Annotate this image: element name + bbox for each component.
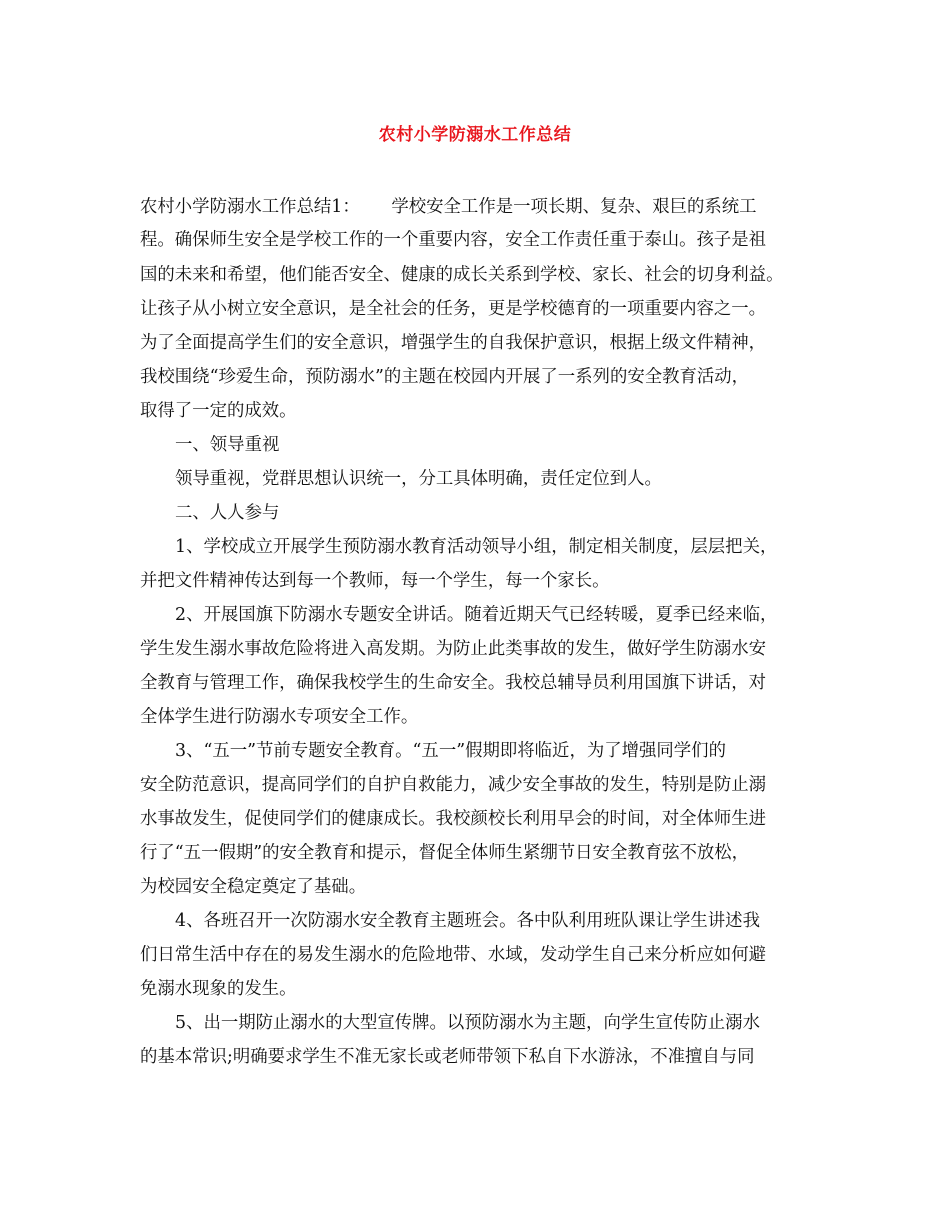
section-heading: 一、领导重视	[175, 435, 280, 455]
paragraph-line: 安全防范意识，提高同学们的自护自救能力，减少安全事故的发生，特别是防止溺	[140, 775, 767, 795]
section-heading: 二、人人参与	[175, 503, 280, 523]
paragraph-line: 们日常生活中存在的易发生溺水的危险地带、水域，发动学生自己来分析应如何避	[140, 945, 767, 965]
paragraph-line: 全体学生进行防溺水专项安全工作。	[140, 707, 419, 727]
paragraph-line: 行了“五一假期”的安全教育和提示，督促全体师生紧绷节日安全教育弦不放松，	[140, 843, 750, 863]
paragraph-line: 2、开展国旗下防溺水专题安全讲话。随着近期天气已经转暖，夏季已经来临，	[175, 605, 778, 625]
paragraph-line: 水事故发生，促使同学们的健康成长。我校颜校长利用早会的时间，对全体师生进	[140, 809, 767, 829]
paragraph-line: 领导重视，党群思想认识统一，分工具体明确，责任定位到人。	[175, 469, 662, 489]
document-title: 农村小学防溺水工作总结	[378, 125, 572, 145]
paragraph-line: 1、学校成立开展学生预防溺水教育活动领导小组，制定相关制度，层层把关，	[175, 537, 778, 557]
paragraph-line: 为校园安全稳定奠定了基础。	[140, 877, 367, 897]
paragraph-line: 的基本常识;明确要求学生不准无家长或老师带领下私自下水游泳，不准擅自与同	[140, 1047, 755, 1067]
paragraph-line: 农村小学防溺水工作总结1： 学校安全工作是一项长期、复杂、艰巨的系统工	[140, 197, 757, 217]
paragraph-line: 4、各班召开一次防溺水安全教育主题班会。各中队利用班队课让学生讲述我	[175, 911, 760, 931]
paragraph-line: 国的未来和希望，他们能否安全、健康的成长关系到学校、家长、社会的切身利益。	[140, 265, 784, 285]
paragraph-line: 取得了一定的成效。	[140, 401, 297, 421]
paragraph-line: 学生发生溺水事故危险将进入高发期。为防止此类事故的发生，做好学生防溺水安	[140, 639, 767, 659]
paragraph-line: 让孩子从小树立安全意识，是全社会的任务，更是学校德育的一项重要内容之一。	[140, 299, 767, 319]
paragraph-line: 我校围绕“珍爱生命，预防溺水”的主题在校园内开展了一系列的安全教育活动，	[140, 367, 750, 387]
paragraph-line: 程。确保师生安全是学校工作的一个重要内容，安全工作责任重于泰山。孩子是祖	[140, 230, 767, 250]
paragraph-line: 3、“五一”节前专题安全教育。“五一”假期即将临近，为了增强同学们的	[175, 741, 726, 761]
paragraph-line: 为了全面提高学生们的安全意识，增强学生的自我保护意识，根据上级文件精神，	[140, 333, 767, 353]
paragraph-line: 5、出一期防止溺水的大型宣传牌。以预防溺水为主题，向学生宣传防止溺水	[175, 1013, 760, 1033]
paragraph-line: 全教育与管理工作，确保我校学生的生命安全。我校总辅导员利用国旗下讲话，对	[140, 673, 767, 693]
paragraph-line: 免溺水现象的发生。	[140, 979, 297, 999]
paragraph-line: 并把文件精神传达到每一个教师，每一个学生，每一个家长。	[140, 571, 610, 591]
